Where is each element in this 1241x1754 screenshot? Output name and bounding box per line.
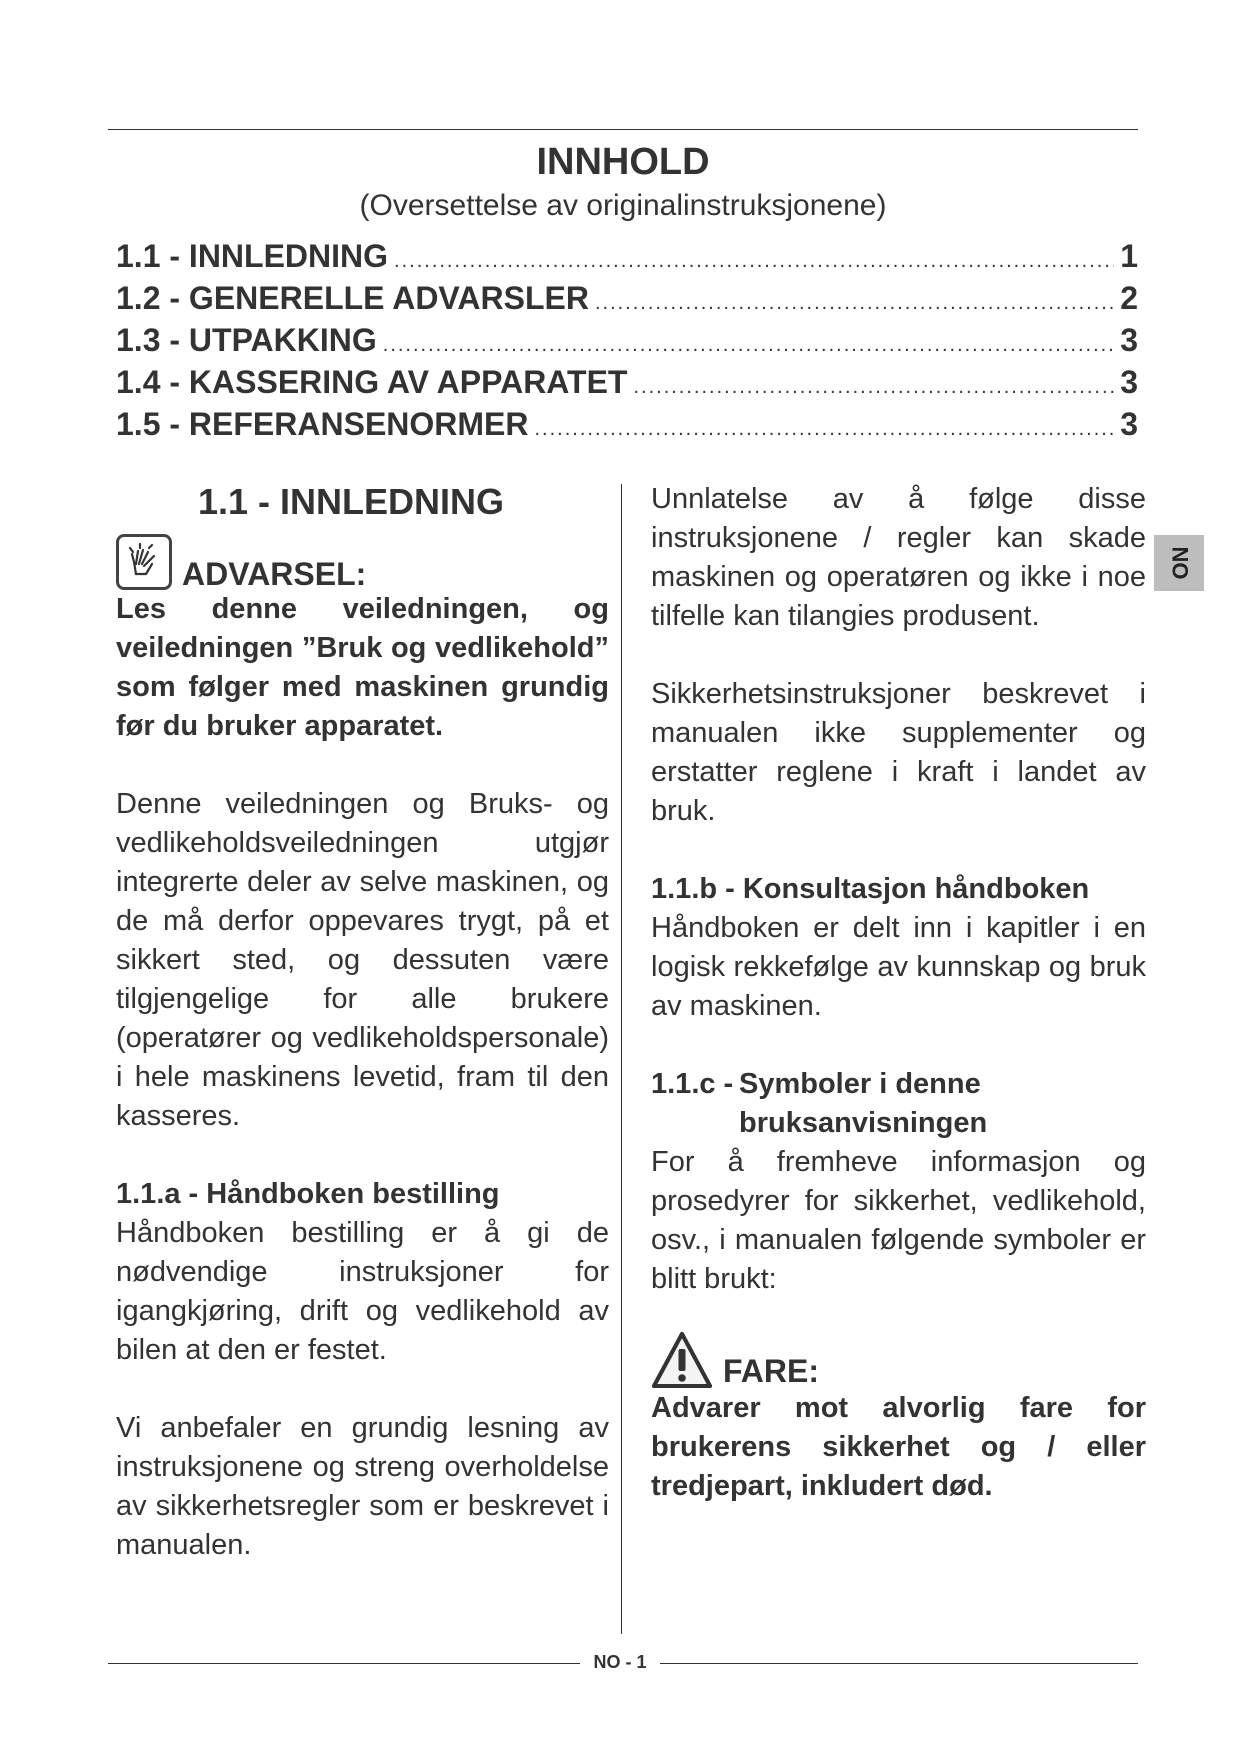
toc-entry-label: 1.3 - UTPAKKING bbox=[116, 322, 377, 358]
danger-text: Advarer mot alvorlig fare for brukerens sikkerhet og / eller tredjepart, inkludert død. bbox=[651, 1392, 1146, 1502]
toc-entry-label: 1.1 - INNLEDNING bbox=[116, 238, 389, 274]
toc-title: INNHOLD bbox=[536, 141, 710, 183]
body-paragraph: Sikkerhetsinstruksjoner beskrevet i manualen ikke supplementer og erstatter reglene i kraft i landet av bruk. bbox=[651, 678, 1146, 827]
subsection-title: 1.1.a - Håndboken bestilling bbox=[116, 1178, 500, 1210]
subsection-title-text: Symboler i denne bruksanvisningen bbox=[739, 1068, 988, 1139]
warning-text: Les denne veiledningen, og veiledningen ”Bruk og vedlikehold” som følger med maskinen grundig før du bruker apparatet. bbox=[116, 593, 609, 742]
subsection-title bbox=[651, 1065, 1146, 1143]
body-paragraph: Håndboken bestilling er å gi de nødvendige instruksjoner for igangkjøring, drift og vedlikehold av bilen at den er festet. bbox=[116, 1217, 609, 1366]
toc-dot-leader bbox=[535, 418, 1115, 441]
toc-entry[interactable] bbox=[116, 406, 1138, 448]
table-of-contents bbox=[116, 238, 1138, 448]
toc-subtitle: (Oversettelse av originalinstruksjonene) bbox=[359, 189, 887, 222]
toc-entry-label: 1.4 - KASSERING AV APPARATET bbox=[116, 364, 628, 400]
toc-entry[interactable] bbox=[116, 280, 1138, 322]
toc-entry-page: 1 bbox=[1120, 238, 1138, 274]
footer-rule-right bbox=[660, 1663, 1138, 1664]
toc-entry-page: 3 bbox=[1120, 364, 1138, 400]
section-title: 1.1 - INNLEDNING bbox=[198, 481, 505, 522]
toc-dot-leader bbox=[383, 334, 1114, 357]
toc-entry-label: 1.2 - GENERELLE ADVARSLER bbox=[116, 280, 589, 316]
column-divider bbox=[621, 484, 622, 1634]
warning-label: ADVARSEL: bbox=[182, 556, 367, 592]
warning-hand-icon bbox=[116, 534, 172, 590]
language-tab-label: NO bbox=[1167, 546, 1192, 580]
danger-triangle-icon bbox=[651, 1331, 713, 1389]
toc-header bbox=[108, 130, 1138, 223]
body-paragraph: For å fremheve informasjon og prosedyrer for sikkerhet, vedlikehold, osv., i manualen følgende symboler er blitt brukt: bbox=[651, 1146, 1146, 1295]
body-paragraph: Håndboken er delt inn i kapitler i en logisk rekkefølge av kunnskap og bruk av maskinen. bbox=[651, 912, 1146, 1022]
body-paragraph: Vi anbefaler en grundig lesning av instruksjonene og streng overholdelse av sikkerhetsregler som er beskrevet i manualen. bbox=[116, 1412, 609, 1561]
toc-entry-page: 3 bbox=[1120, 322, 1138, 358]
body-paragraph: Denne veiledningen og Bruks- og vedlikeholdsveiledningen utgjør integrerte deler av selve maskinen, og de må derfor oppevares trygt, på et sikkert sted, og dessuten være tilgjengelige for alle brukere (operatører og vedlikeholdspersonale) i hele maskinens levetid, fram til den kasseres. bbox=[116, 788, 609, 1132]
toc-dot-leader bbox=[595, 292, 1114, 315]
body-paragraph: Unnlatelse av å følge disse instruksjonene / regler kan skade maskinen og operatøren og ikke i noe tilfelle kan tilangies produsent. bbox=[651, 483, 1146, 632]
warning-heading bbox=[116, 528, 609, 590]
toc-entry-label: 1.5 - REFERANSENORMER bbox=[116, 406, 529, 442]
toc-entry[interactable] bbox=[116, 322, 1138, 364]
toc-dot-leader bbox=[633, 376, 1114, 399]
danger-label: FARE: bbox=[723, 1353, 819, 1389]
subsection-title: 1.1.b - Konsultasjon håndboken bbox=[651, 873, 1090, 905]
toc-entry[interactable] bbox=[116, 364, 1138, 406]
toc-entry-page: 2 bbox=[1120, 280, 1138, 316]
language-tab bbox=[1154, 535, 1204, 591]
toc-entry[interactable] bbox=[116, 238, 1138, 280]
subsection-number: 1.1.c - bbox=[651, 1068, 734, 1100]
danger-heading bbox=[651, 1325, 1146, 1389]
toc-entry-page: 3 bbox=[1120, 406, 1138, 442]
toc-dot-leader bbox=[394, 250, 1114, 273]
footer-rule-left bbox=[108, 1663, 580, 1664]
left-column bbox=[116, 480, 609, 1565]
right-column bbox=[651, 480, 1146, 1506]
page-number: NO - 1 bbox=[593, 1652, 647, 1672]
